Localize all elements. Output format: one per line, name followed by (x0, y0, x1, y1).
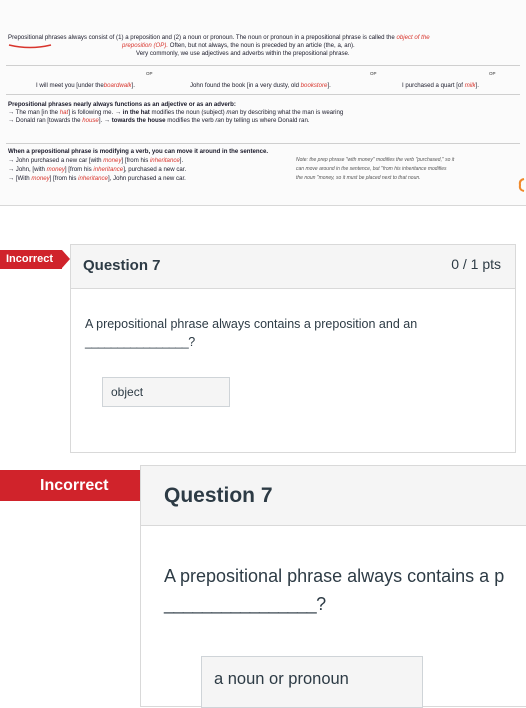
question-header (71, 245, 515, 289)
example-1: I will meet you [under theboardwalk]. (36, 82, 135, 89)
notes-line-3: Very commonly, we use adjectives and adverbs within the prepositional phrase. (136, 50, 350, 57)
divider (6, 143, 520, 144)
question-card (70, 244, 516, 453)
move-example-2: → John, [with money] [from his inheritance], purchased a new car. (8, 166, 187, 173)
question-card (140, 465, 526, 707)
incorrect-badge: Incorrect (0, 470, 140, 501)
side-note-line-3: the noun "money, so it must be placed next to that noun. (296, 175, 421, 181)
example-2: John found the book [in a very dusty, old bookstore]. (190, 82, 331, 89)
answer-blank: ________________? (164, 594, 326, 614)
adv-example: → Donald ran [towards the house]. → towards the house modifies the verb ran by telling us where Donald ran. (8, 117, 310, 124)
side-note-line-1: Note: the prep phrase "with money" modifies the verb "purchased," so it (296, 157, 455, 163)
adj-example: → The man [in the hat] is following me. → in the hat modifies the noun (subject) man by describing what the man is wearing (8, 109, 344, 116)
question-title: Question 7 (83, 257, 161, 274)
notes-line-2: preposition (OP). Often, but not always, the noun is preceded by an article (the, a, an). (122, 42, 355, 49)
move-example-1: → John purchased a new car [with money] [from his inheritance]. (8, 157, 184, 164)
move-heading: When a prepositional phrase is modifying a verb, you can move it around in the sentence. (8, 148, 269, 155)
adj-adv-heading: Prepositional phrases nearly always functions as an adjective or as an adverb: (8, 101, 236, 108)
question-title: Question 7 (164, 484, 273, 507)
answer-text: a noun or pronoun (214, 670, 349, 688)
op-label: OP (146, 71, 153, 76)
notes-line-1: Prepositional phrases always consist of (1) a preposition and (2) a noun or pronoun. The noun or pronoun in a prepositional phrase is called the object of the (8, 34, 430, 41)
selected-answer (102, 377, 230, 407)
incorrect-badge: Incorrect (0, 250, 62, 269)
orange-bracket-mark (517, 178, 526, 192)
notes-image (0, 0, 526, 206)
red-underline-mark (8, 43, 52, 49)
question-text: A prepositional phrase always contains a preposition and an (85, 317, 418, 331)
divider (6, 94, 520, 95)
side-note-line-2: can move around in the sentence, but "from his inheritance modifies (296, 166, 447, 172)
question-text: A prepositional phrase always contains a p (164, 566, 505, 586)
selected-answer (201, 656, 423, 708)
answer-text: object (111, 385, 144, 399)
example-3: I purchased a quart [of milk]. (402, 82, 479, 89)
question-points: 0 / 1 pts (451, 256, 501, 272)
answer-blank: ________________? (85, 335, 195, 349)
op-label: OP (370, 71, 377, 76)
question-header (141, 466, 526, 526)
op-label: OP (489, 71, 496, 76)
divider (6, 65, 520, 66)
move-example-3: → [With money] [from his inheritance], John purchased a new car. (8, 175, 186, 182)
